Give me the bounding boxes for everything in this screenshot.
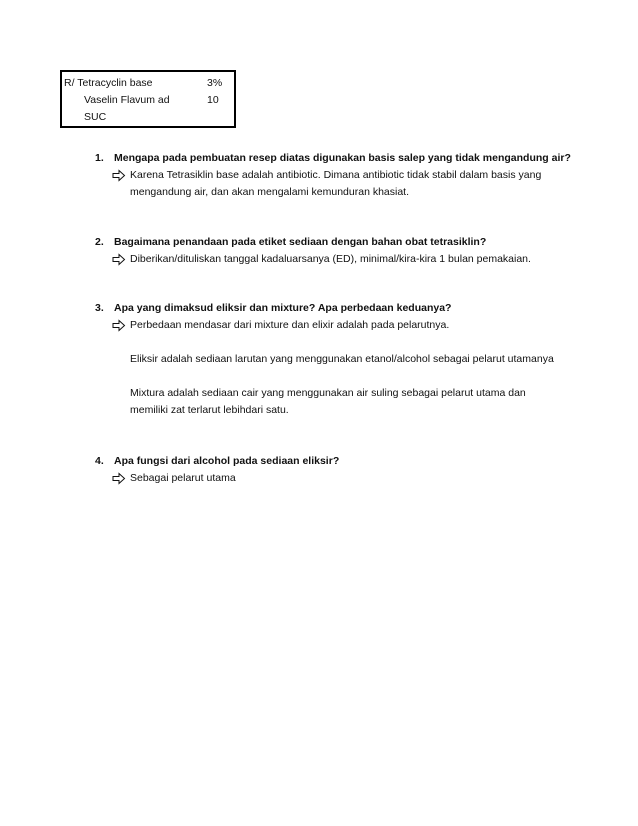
ingredient-name: Vaselin Flavum ad bbox=[84, 94, 170, 106]
answer bbox=[95, 317, 575, 419]
answer-line: memiliki zat terlarut lebihdari satu. bbox=[130, 404, 289, 416]
prescription-line bbox=[62, 75, 234, 92]
answer-paragraph: Eliksir adalah sediaan larutan yang menggunakan etanol/alcohol sebagai pelarut utamanya bbox=[130, 353, 554, 365]
arrow-right-outline-icon bbox=[112, 167, 126, 184]
question-number: 1. bbox=[95, 152, 104, 164]
answer-line: mengandung air, dan akan mengalami kemunduran khasiat. bbox=[130, 186, 410, 198]
answer-line: Perbedaan mendasar dari mixture dan elixir adalah pada pelarutnya. bbox=[130, 319, 450, 331]
answer-line: Sebagai pelarut utama bbox=[130, 472, 236, 484]
answer bbox=[95, 251, 575, 268]
prescription-box bbox=[60, 70, 236, 128]
arrow-right-outline-icon bbox=[112, 251, 126, 268]
question-block-2 bbox=[95, 234, 575, 268]
arrow-right-outline-icon bbox=[112, 470, 126, 487]
answer bbox=[95, 167, 575, 201]
question-heading bbox=[95, 300, 575, 317]
question-number: 2. bbox=[95, 236, 104, 248]
arrow-right-outline-icon bbox=[112, 317, 126, 334]
question-text: Bagaimana penandaan pada etiket sediaan dengan bahan obat tetrasiklin? bbox=[114, 236, 487, 248]
question-text: Mengapa pada pembuatan resep diatas digunakan basis salep yang tidak mengandung air? bbox=[114, 152, 571, 164]
answer bbox=[95, 470, 575, 487]
question-heading bbox=[95, 234, 575, 251]
ingredient-amount: 3% bbox=[207, 77, 223, 89]
answer-line: Mixtura adalah sediaan cair yang menggunakan air suling sebagai pelarut utama dan bbox=[130, 387, 526, 399]
question-heading bbox=[95, 453, 575, 470]
ingredient-amount: 10 bbox=[207, 94, 219, 106]
prescription-line bbox=[62, 109, 234, 126]
answer-line: Diberikan/dituliskan tanggal kadaluarsanya (ED), minimal/kira-kira 1 bulan pemakaian. bbox=[130, 253, 531, 265]
prescription-line bbox=[62, 92, 234, 109]
question-text: Apa fungsi dari alcohol pada sediaan eliksir? bbox=[114, 455, 340, 467]
question-text: Apa yang dimaksud eliksir dan mixture? Apa perbedaan keduanya? bbox=[114, 302, 452, 314]
question-heading bbox=[95, 150, 575, 167]
question-block-1 bbox=[95, 150, 575, 201]
ingredient-name: R/ Tetracyclin base bbox=[64, 77, 153, 89]
answer-line: Karena Tetrasiklin base adalah antibiotic. Dimana antibiotic tidak stabil dalam basis yang bbox=[130, 169, 542, 181]
question-number: 3. bbox=[95, 302, 104, 314]
signature-code: SUC bbox=[84, 111, 107, 123]
question-block-3 bbox=[95, 300, 575, 419]
question-number: 4. bbox=[95, 455, 104, 467]
question-block-4 bbox=[95, 453, 575, 487]
